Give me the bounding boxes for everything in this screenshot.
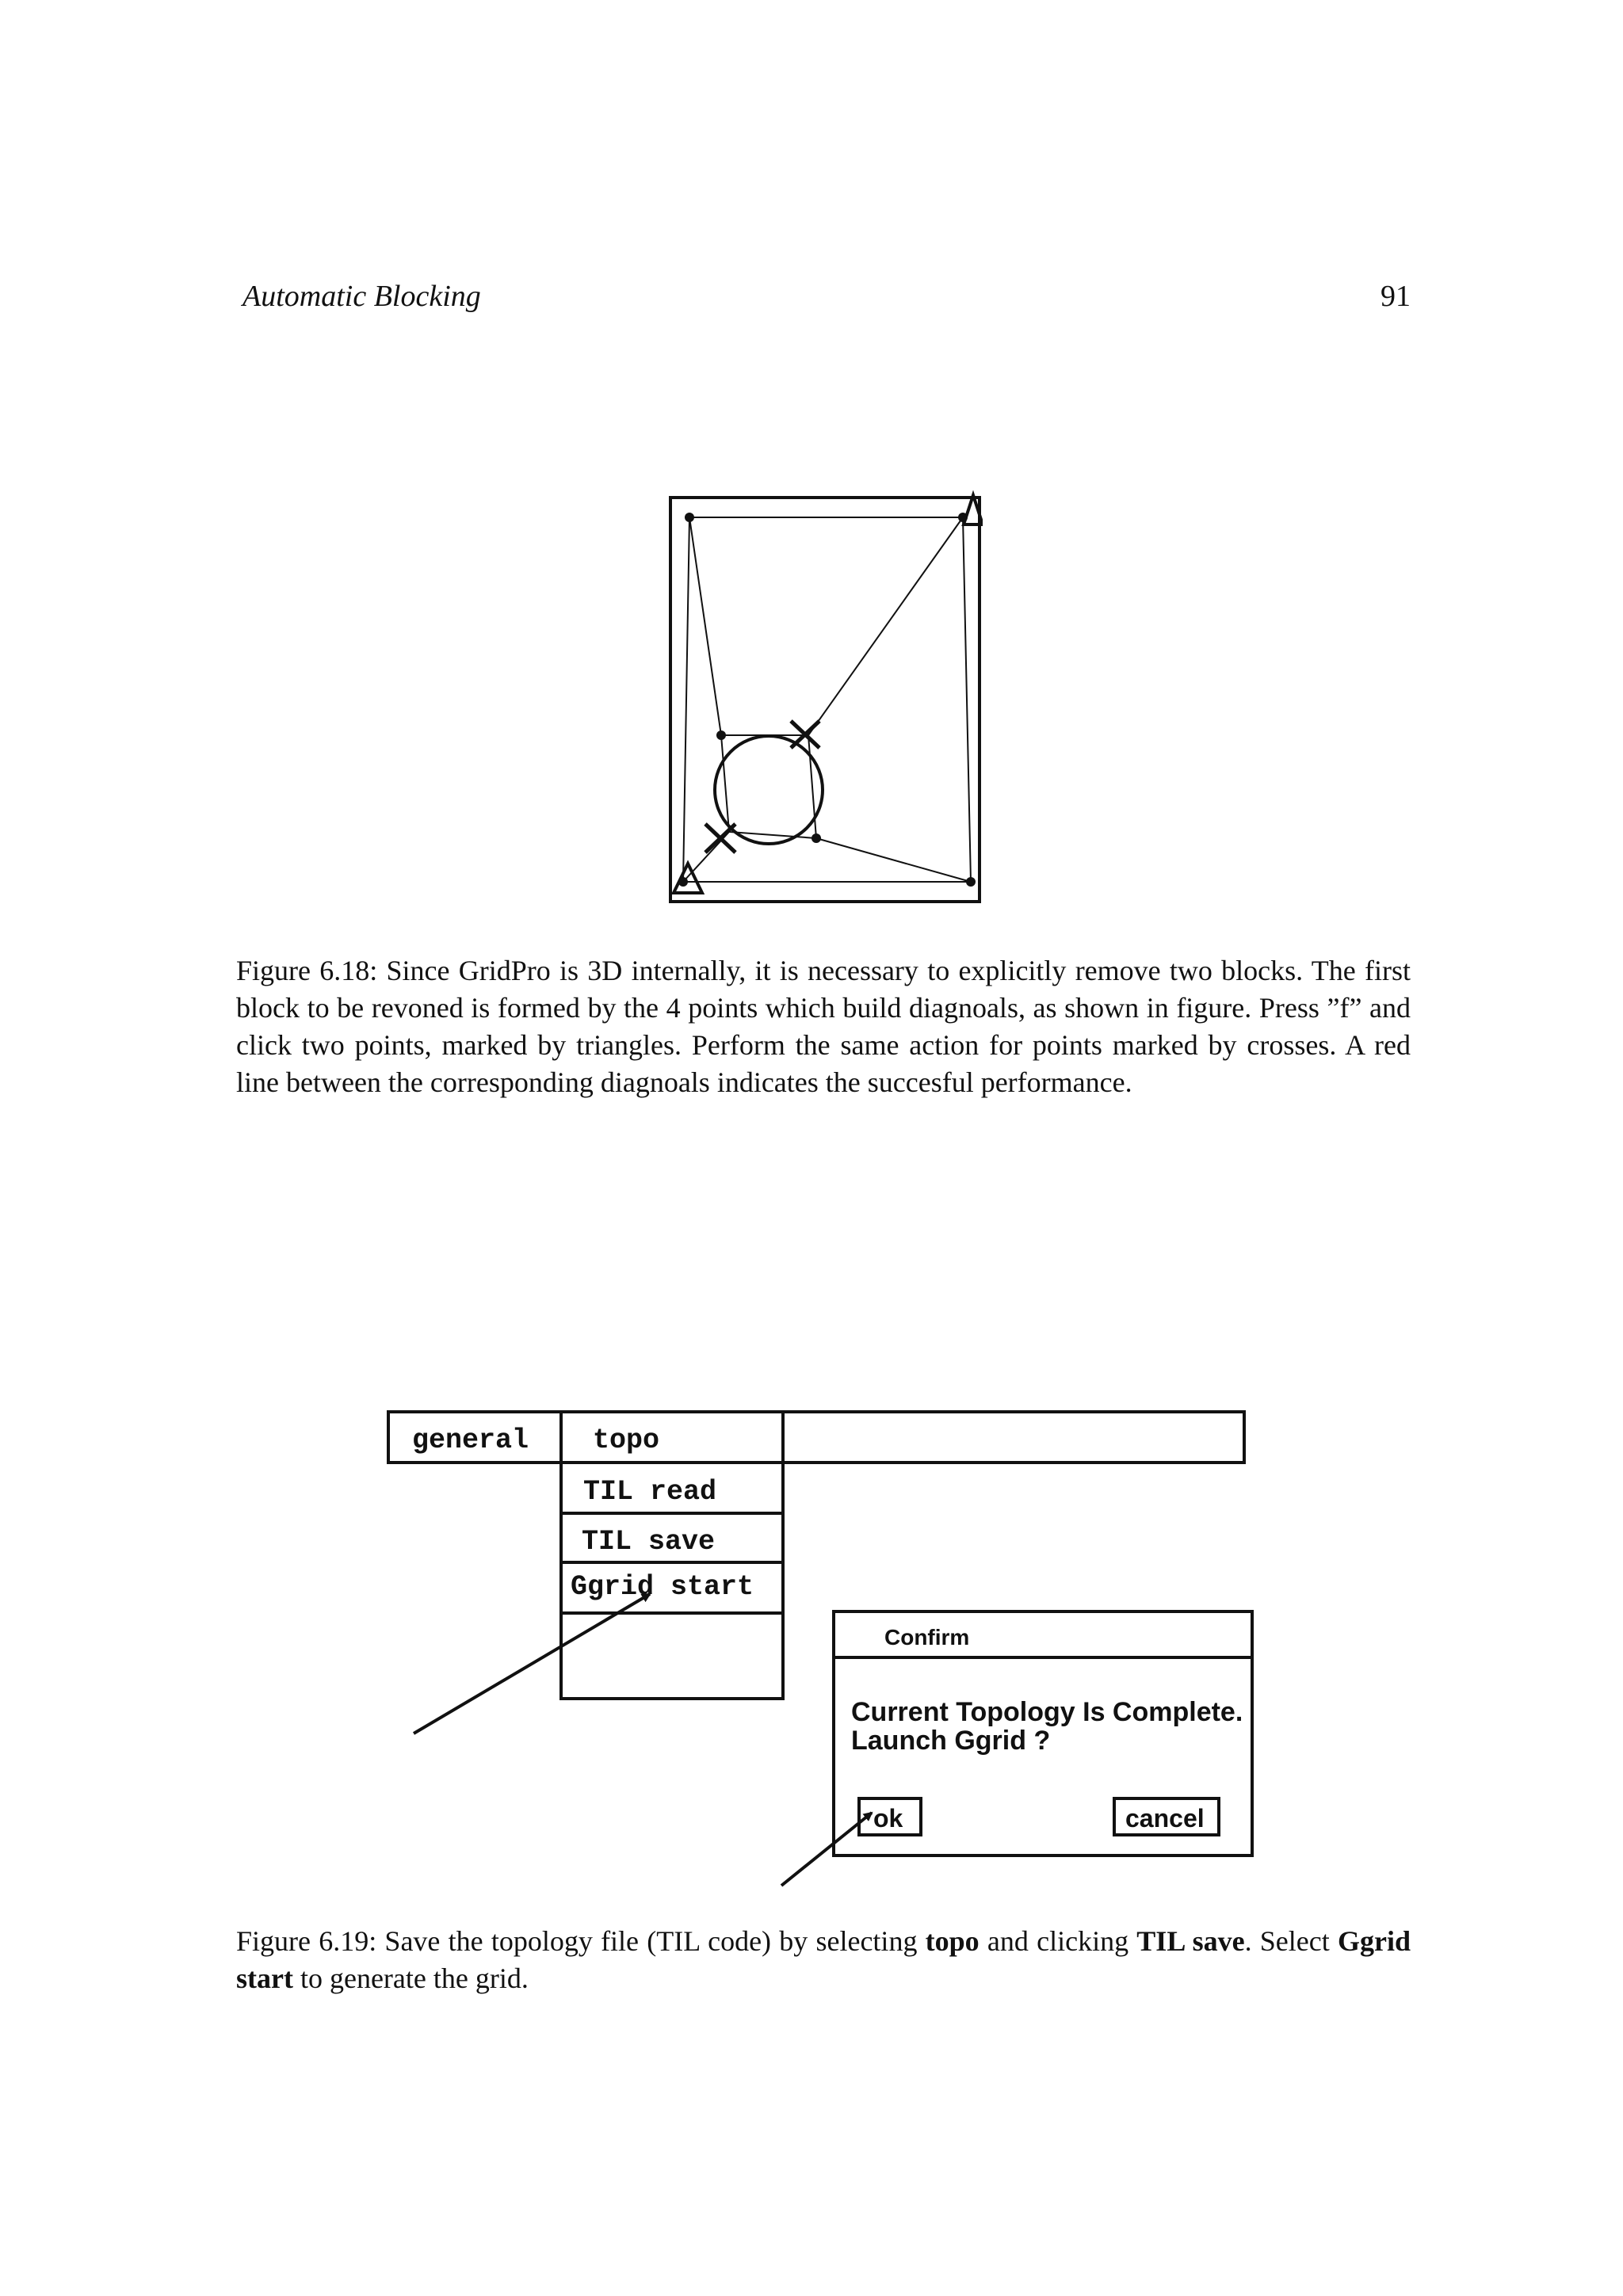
vertex-point [958,513,968,522]
vertex-point [678,877,688,887]
menu-item-ggrid-start[interactable]: Ggrid start [571,1571,754,1603]
menu-general[interactable]: general [412,1425,529,1456]
vertex-point [685,513,694,522]
vertex-point [812,833,821,843]
vertex-point [966,877,976,887]
svg-text:cancel: cancel [1125,1804,1205,1833]
cancel-button[interactable] [1114,1798,1219,1835]
bold-term: TIL save [1136,1925,1245,1957]
dialog-message: Launch Ggrid ? [851,1726,1051,1756]
diagonal-line [808,517,963,735]
running-header-title: Automatic Blocking [242,280,481,313]
diagonal-line [689,517,721,735]
inner-block-outline [683,517,971,882]
bold-term: topo [925,1925,980,1957]
pointer-arrow [414,1594,650,1733]
menu-item-til-read[interactable]: TIL read [583,1476,717,1508]
triangle-marker [674,864,702,893]
figure-6-19-caption: Figure 6.19: Save the topology file (TIL code) by selecting topo and clicking TIL save. Select Ggrid start to generate the grid. [236,1925,1411,1994]
page-number: 91 [1381,280,1411,313]
bold-term: Ggrid start [236,1925,1411,1994]
svg-text:ok: ok [873,1804,903,1833]
vertex-point [716,730,726,740]
menu-item-til-save[interactable]: TIL save [582,1526,716,1558]
pointer-arrow [781,1813,872,1886]
figure-6-18-diagram [650,483,983,911]
inner-square [721,735,816,838]
figure-6-19-diagram [380,1394,1284,1901]
diagonal-line [816,838,971,882]
figure-6-18-caption: Figure 6.18: Since GridPro is 3D internally, it is necessary to explicitly remove two blocks. The first block to be revoned is formed by the 4 points which build diagnoals, as shown in figure. Press ”f” and click two points, marked by triangles. Perform the same action for points marked by crosses. A red line between the corresponding diagnoals indicates the succesful performance. [236,955,1411,1098]
menu-topo[interactable]: topo [593,1425,660,1456]
dialog-message: Current Topology Is Complete. [851,1697,1243,1727]
dialog-title: Confirm [884,1625,970,1650]
cross-marker [705,824,735,852]
